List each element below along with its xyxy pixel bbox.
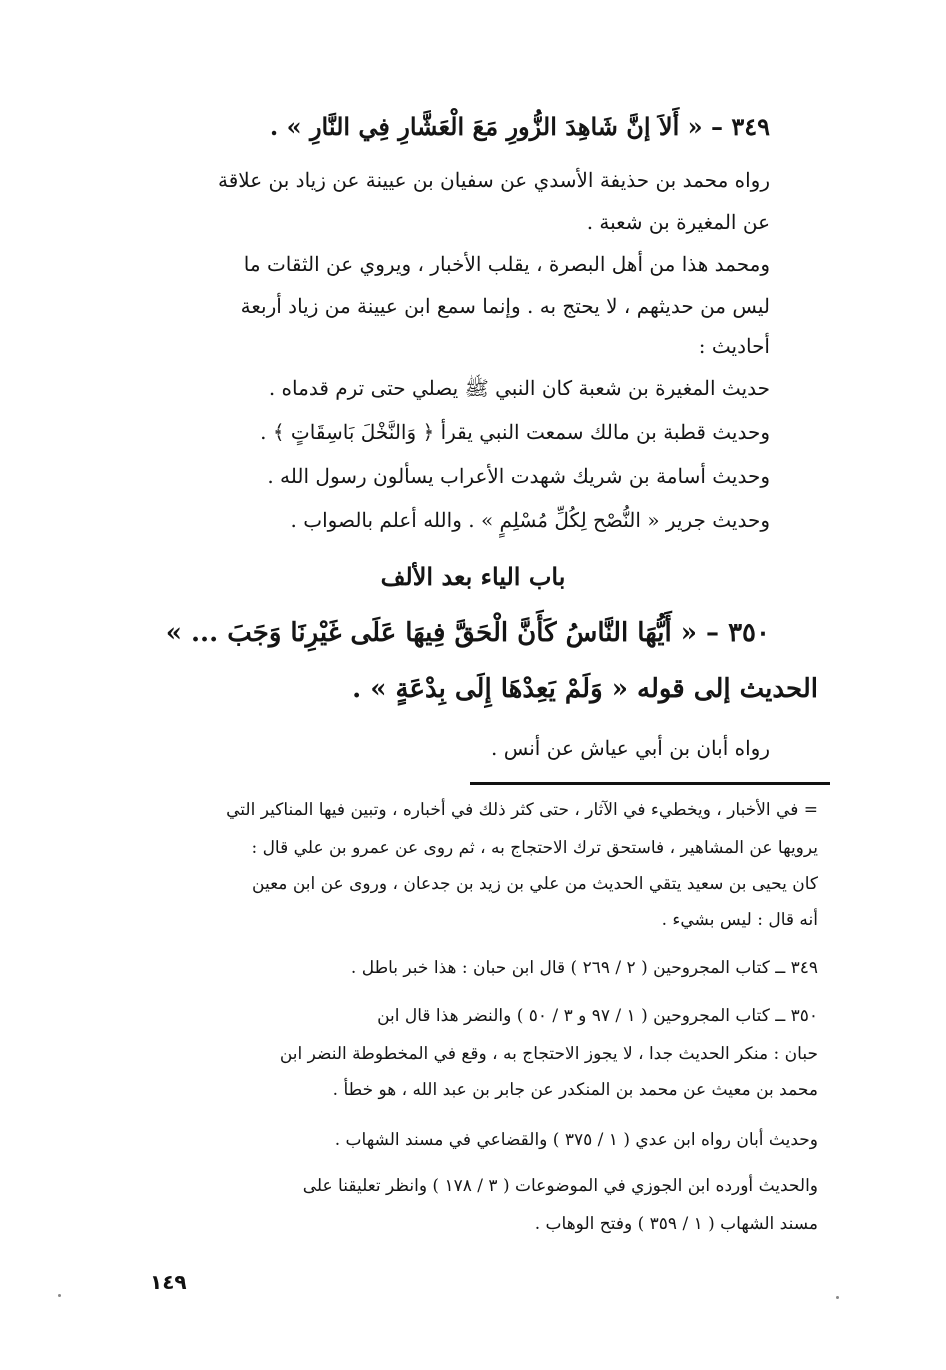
- entry-350-line: الحديث إلى قوله « وَلَمْ يَعِدْهَا إِلَى بِدْعَةٍ » .: [352, 674, 818, 704]
- page-number: ١٤٩: [150, 1270, 187, 1294]
- entry-349-line: ومحمد هذا من أهل البصرة ، يقلب الأخبار ، ويروي عن الثقات ما: [243, 252, 770, 276]
- chapter-title: باب الياء بعد الألف: [380, 562, 566, 591]
- footnote-350-line: محمد بن معيث عن محمد بن المنكدر عن جابر بن عبد الله ، هو خطأ .: [332, 1080, 818, 1100]
- footnote-350-line: حبان : منكر الحديث جدا ، لا يجوز الاحتجاج به ، وقع في المخطوطة النضر ابن: [279, 1044, 818, 1064]
- footnote-extra-line: مسند الشهاب ( ١ / ٣٥٩ ) وفتح الوهاب .: [534, 1214, 818, 1234]
- entry-350-heading: ٣٥٠ – « أَيُّهَا النَّاسُ كَأَنَّ الْحَقَّ فِيهَا عَلَى غَيْرِنَا وَجَبَ ... »: [165, 618, 770, 648]
- entry-349-heading: ٣٤٩ – « أَلاَ إنَّ شَاهِدَ الزُّورِ مَعَ الْعَشَّارِ فِي النَّارِ » .: [269, 112, 770, 141]
- footnote-line: يرويها عن المشاهير ، فاستحق ترك الاحتجاج به ، ثم روى عن عمرو بن علي قال :: [251, 838, 818, 858]
- hadith-line: وحديث أسامة بن شريك شهدت الأعراب يسألون رسول الله .: [267, 464, 770, 488]
- scan-speck: [836, 1296, 839, 1299]
- hadith-line: وحديث جرير « النُّصْح لِكُلِّ مُسْلِمٍ » . والله أعلم بالصواب .: [290, 508, 770, 532]
- footnote-line: = في الأخبار ، ويخطيء في الآثار ، حتى كثر ذلك في أخباره ، وتبين فيها المناكير التي: [226, 800, 818, 820]
- entry-349-line: أحاديث :: [698, 334, 770, 358]
- entry-350-line: رواه أبان بن أبي عياش عن أنس .: [491, 736, 770, 760]
- footnote-extra-line: والحديث أورده ابن الجوزي في الموضوعات ( ٣ / ١٧٨ ) وانظر تعليقنا على: [302, 1176, 818, 1196]
- footnote-349: ٣٤٩ ــ كتاب المجروحين ( ٢ / ٢٦٩ ) قال ابن حبان : هذا خبر باطل .: [350, 958, 818, 978]
- entry-349-line: ليس من حديثهم ، لا يحتج به . وإنما سمع ابن عيينة من زياد أربعة: [240, 294, 770, 318]
- footnote-extra-line: وحديث أبان رواه ابن عدي ( ١ / ٣٧٥ ) والقضاعي في مسند الشهاب .: [334, 1130, 818, 1150]
- entry-349-line: رواه محمد بن حذيفة الأسدي عن سفيان بن عيينة عن زياد بن علاقة: [218, 168, 770, 192]
- footnote-separator: [470, 782, 830, 785]
- scan-speck: [58, 1294, 61, 1297]
- hadith-line: حديث المغيرة بن شعبة كان النبي ﷺ يصلي حتى ترم قدماه .: [268, 376, 770, 400]
- hadith-line: وحديث قطبة بن مالك سمعت النبي يقرأ ﴿ وَالنَّخْلَ بَاسِقَاتٍ ﴾ .: [260, 420, 770, 444]
- footnote-line: أنه قال : ليس بشيء .: [661, 910, 818, 930]
- footnote-350-line: ٣٥٠ ــ كتاب المجروحين ( ١ / ٩٧ و ٣ / ٥٠ ) والنضر هذا قال ابن: [377, 1006, 818, 1026]
- entry-349-line: عن المغيرة بن شعبة .: [586, 210, 770, 234]
- footnote-line: كان يحيى بن سعيد يتقي الحديث من علي بن زيد بن جدعان ، وروى عن ابن معين: [252, 874, 818, 894]
